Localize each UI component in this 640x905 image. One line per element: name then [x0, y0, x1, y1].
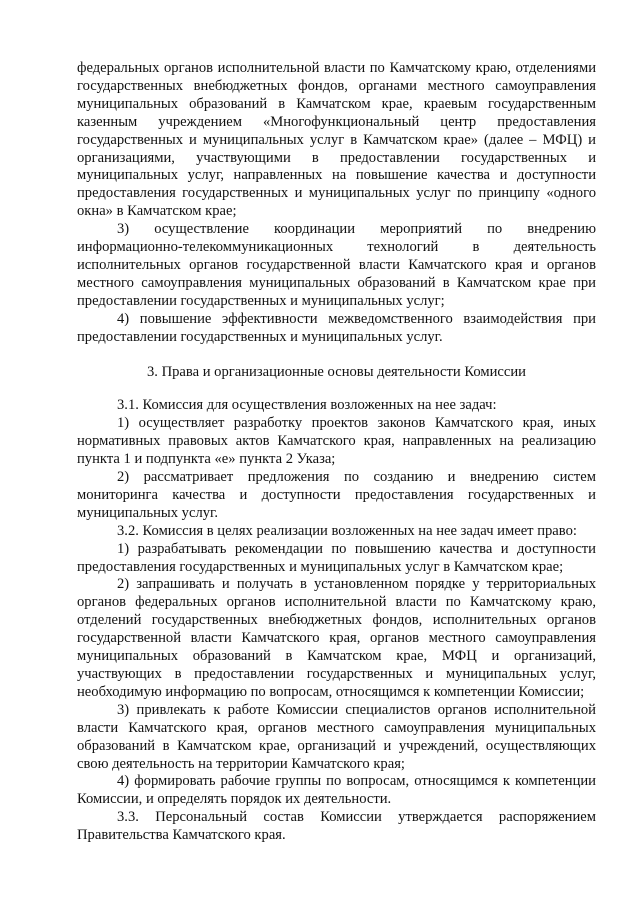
paragraph-3-1-item-1: 1) осуществляет разработку проектов законов Камчатского края, иных нормативных правовых актов Камчатского края, направленных на реализацию пункта 1 и подпункта «е» пункта 2 Указа; [77, 415, 596, 468]
section-heading: 3. Права и организационные основы деятельности Комиссии [146, 363, 526, 380]
paragraph-3-2-item-2: 2) запрашивать и получать в установленном порядке у территориальных органов федеральных органов исполнительной власти по Камчатскому краю, отделений государственных внебюджетных фондов, исполнительных органов государственной власти Камчатского края, органов местного самоуправления муниципальных образований в Камчатском крае, МФЦ и организаций, участвующих в предоставлении государственных и муниципальных услуг, необходимую информацию по вопросам, относящимся к компетенции Комиссии; [77, 576, 596, 700]
paragraph-continuation: федеральных органов исполнительной власти по Камчатскому краю, отделениями государственных внебюджетных фондов, органами местного самоуправления муниципальных образований в Камчатском крае, краевым государственным казенным учреждением «Многофункциональный центр предоставления государственных и муниципальных услуг в Камчатском крае» (далее – МФЦ) и организациями, участвующими в предоставлении государственных и муниципальных услуг, направленных на повышение качества и доступности предоставления государственных и муниципальных услуг по принципу «одного окна» в Камчатском крае; [77, 60, 596, 220]
paragraph-item-3: 3) осуществление координации мероприятий по внедрению информационно-телекоммуникационных технологий в деятельность исполнительных органов государственной власти Камчатского края и органов местного самоуправления муниципальных образований в Камчатском крае при предоставлении государственных и муниципальных услуг; [77, 221, 596, 309]
paragraph-3-2: 3.2. Комиссия в целях реализации возложенных на нее задач имеет право: [117, 522, 577, 539]
paragraph-3-1-item-2: 2) рассматривает предложения по созданию и внедрению систем мониторинга качества и доступности предоставления государственных и муниципальных услуг. [77, 469, 596, 521]
paragraph-3-2-item-3: 3) привлекать к работе Комиссии специалистов органов исполнительной власти Камчатского края, органов местного самоуправления муниципальных образований в Камчатском крае, организаций и учреждений, осуществляющих свою деятельность на территории Камчатского края; [77, 701, 596, 772]
paragraph-3-1: 3.1. Комиссия для осуществления возложенных на нее задач: [117, 397, 497, 414]
paragraph-3-2-item-4: 4) формировать рабочие группы по вопросам, относящимся к компетенции Комиссии, и определять порядок их деятельности. [77, 773, 596, 808]
paragraph-item-4: 4) повышение эффективности межведомственного взаимодействия при предоставлении государственных и муниципальных услуг. [77, 310, 596, 345]
paragraph-3-2-item-1: 1) разрабатывать рекомендации по повышению качества и доступности предоставления государственных и муниципальных услуг в Камчатском крае; [77, 540, 596, 575]
paragraph-3-3: 3.3. Персональный состав Комиссии утверждается распоряжением Правительства Камчатского края. [77, 809, 596, 844]
